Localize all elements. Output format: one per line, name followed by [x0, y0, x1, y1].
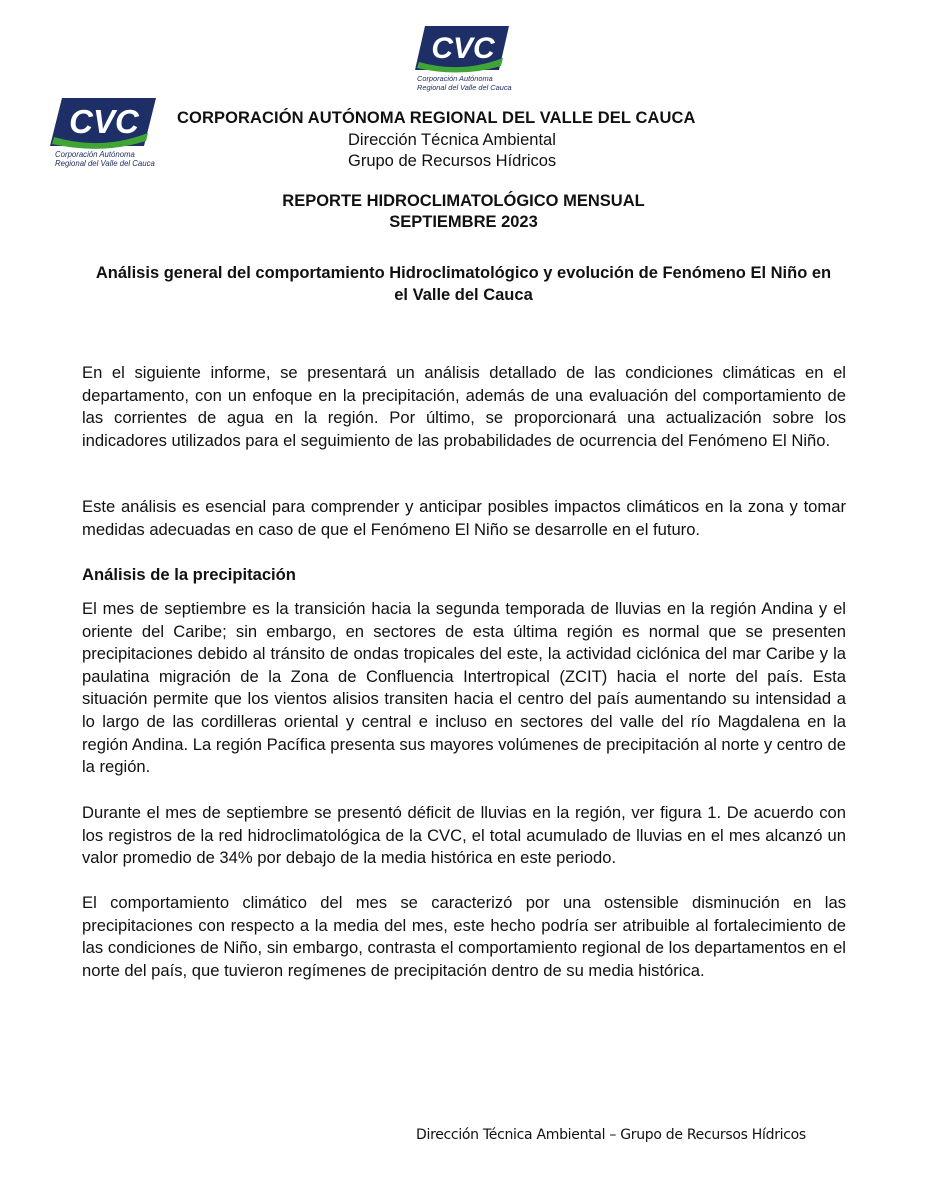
department-name: Dirección Técnica Ambiental [348, 131, 556, 149]
logo-caption-line2: Regional del Valle del Cauca [55, 159, 155, 168]
group-name: Grupo de Recursos Hídricos [348, 152, 557, 170]
organization-name: CORPORACIÓN AUTÓNOMA REGIONAL DEL VALLE DEL CAUCA [177, 109, 696, 127]
behavior-paragraph: El comportamiento climático del mes se caracterizó por una ostensible disminución en las precipitaciones con respecto a la media del mes, este hecho podría ser atribuible al fortalecimiento de las condiciones de Niño, sin embargo, contrasta el comportamiento regional de los departamentos en el norte del país, que tuvieron regímenes de precipitación dentro de su media histórica. [82, 893, 846, 980]
cvc-logo-mark [413, 22, 513, 74]
section-heading: Análisis de la precipitación [82, 565, 296, 584]
logo-caption-line2: Regional del Valle del Cauca [417, 83, 512, 92]
logo-caption-line1: Corporación Autónoma [417, 74, 493, 83]
importance-paragraph: Este análisis es esencial para comprender y anticipar posibles impactos climáticos en la zona y tomar medidas adecuadas en caso de que el Fenómeno El Niño se desarrolle en el futuro. [82, 497, 846, 539]
logo-text: CVC [431, 32, 495, 65]
september-context-paragraph: El mes de septiembre es la transición hacia la segunda temporada de lluvias en la región Andina y el oriente del Caribe; sin embargo, en sectores de esta última región es normal que se presenten precipitaciones debido al tránsito de ondas tropicales del este, la actividad ciclónica del mar Caribe y la paulatina migración de la Zona de Confluencia Intertropical (ZCIT) hacia el norte del país. Esta situación permite que los vientos alisios transiten hacia el centro del país aumentando su intensidad a lo largo de las cordilleras oriental y central e incluso en sectores del valle del río Magdalena en la región Andina. La región Pacífica presenta sus mayores volúmenes de precipitación al norte y centro de la región. [82, 599, 846, 777]
cvc-logo-left [48, 94, 163, 168]
logo-text: CVC [69, 103, 139, 140]
analysis-title: Análisis general del comportamiento Hidroclimatológico y evolución de Fenómeno El Niño en el Valle del Cauca [95, 264, 832, 304]
cvc-logo-top [413, 22, 518, 92]
page-footer: Dirección Técnica Ambiental – Grupo de Recursos Hídricos [416, 1127, 806, 1143]
report-title: REPORTE HIDROCLIMATOLÓGICO MENSUAL [282, 192, 645, 210]
cvc-logo-mark [48, 94, 160, 150]
intro-paragraph: En el siguiente informe, se presentará un análisis detallado de las condiciones climáticas en el departamento, con un enfoque en la precipitación, además de una evaluación del comportamiento de las corrientes de agua en la región. Por último, se proporcionará una actualización sobre los indicadores utilizados para el seguimiento de las probabilidades de ocurrencia del Fenómeno El Niño. [82, 363, 846, 450]
report-month: SEPTIEMBRE 2023 [389, 213, 538, 231]
logo-caption-line1: Corporación Autónoma [55, 150, 135, 159]
deficit-paragraph: Durante el mes de septiembre se presentó déficit de lluvias en la región, ver figura 1. De acuerdo con los registros de la red hidroclimatológica de la CVC, el total acumulado de lluvias en el mes alcanzó un valor promedio de 34% por debajo de la media histórica en este periodo. [82, 803, 846, 868]
